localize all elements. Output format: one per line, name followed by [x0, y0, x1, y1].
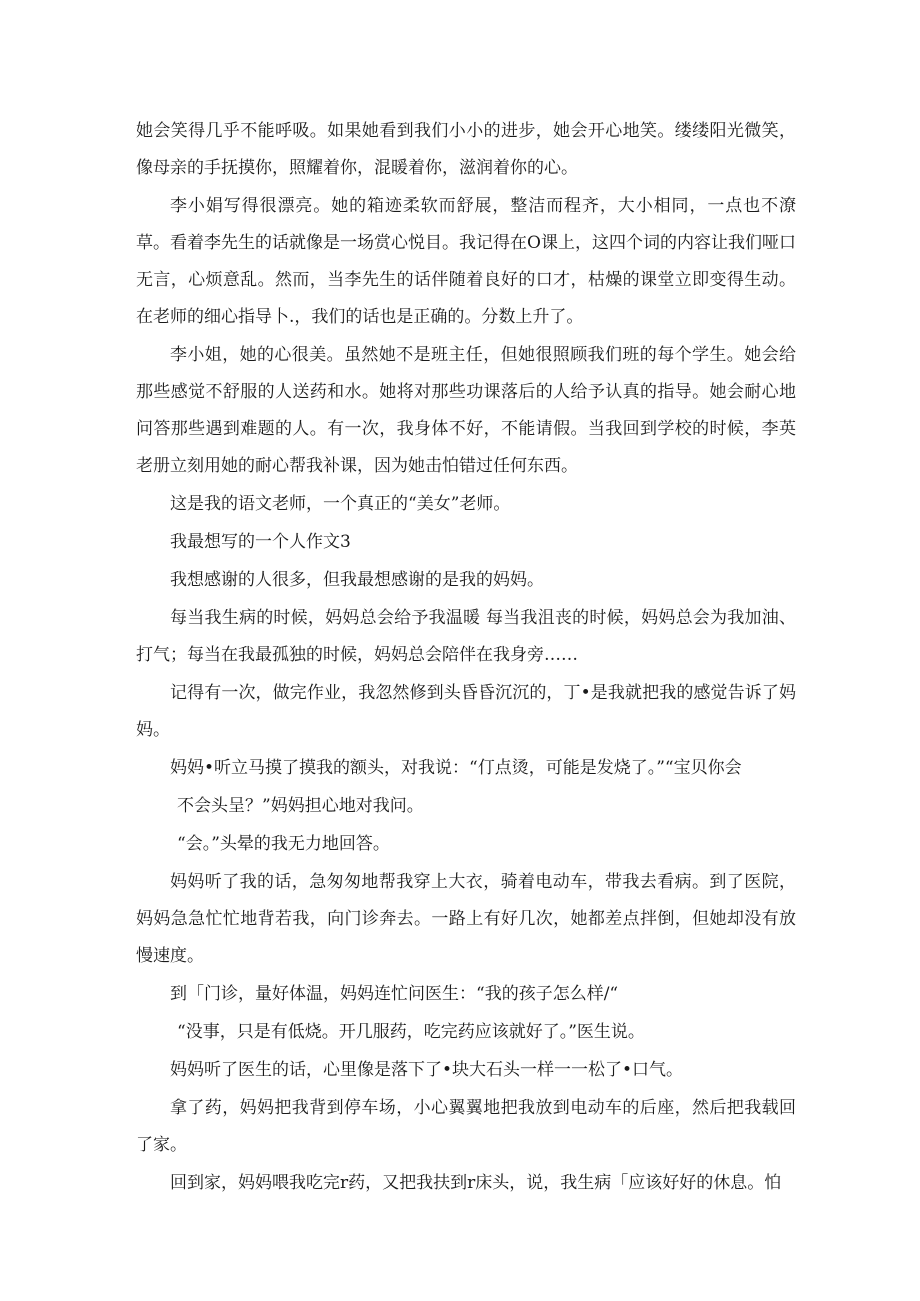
essay-paragraph: 妈妈听了我的话，急匆匆地帮我穿上大衣，骑着电动车，带我去看病。到了医院，妈妈急急忙忙地背若我，向门诊奔去。一路上有好几次，她都差点拌倒，但她却没有放慢速度。 [136, 872, 796, 966]
document-body [136, 113, 796, 1203]
essay-paragraph: 拿了药，妈妈把我背到停车场，小心翼翼地把我放到电动车的后座，然后把我载回了家。 [136, 1098, 796, 1155]
paragraph-conclusion: 这是我的语文老师，一个真正的“美女”老师。 [170, 494, 511, 514]
paragraph-continuation: 她会笑得几乎不能呼吸。如果她看到我们小小的进步，她会开心地笑。缕缕阳光微笑，像母亲的手抚摸你，照耀着你，混暖着你，滋润着你的心。 [136, 121, 796, 178]
essay-paragraph: “会。”头晕的我无力地回答。 [177, 834, 390, 854]
essay-paragraph: 我想感谢的人很多，但我最想感谢的是我的妈妈。 [170, 570, 544, 590]
essay-paragraph: 回到家，妈妈喂我吃完r药，又把我扶到r床头，说，我生病「应该好好的休息。怕 [170, 1173, 782, 1193]
essay-paragraph: 妈妈听了医生的话，心里像是落下了•块大石头一样一一松了•口气。 [170, 1060, 684, 1080]
essay-paragraph: 不会头呈？”妈妈担心地对我问。 [177, 796, 424, 816]
paragraph-handwriting: 李小娟写得很漂亮。她的箱迹柔软而舒展，整洁而程齐，大小相同，一点也不潦草。看着李先生的话就像是一场赏心悦目。我记得在O课上，这四个词的内容让我们哑口无言，心烦意乱。然而，当李先生的话伴随着良好的口才，枯燥的课堂立即变得生动。在老师的细心指导卜.，我们的话也是正确的。分数上升了。 [136, 196, 796, 327]
essay-paragraph: 到「门诊，量好体温，妈妈连忙问医生：“我的孩子怎么样/“ [170, 984, 619, 1004]
essay-paragraph: “没事，只是有低烧。开几服药，吃完药应该就好了。”医生说。 [177, 1022, 645, 1042]
essay-title: 我最想写的一个人作文3 [170, 532, 351, 552]
paragraph-kindness: 李小姐，她的心很美。虽然她不是班主任，但她很照顾我们班的每个学生。她会给那些感觉不舒服的人送药和水。她将对那些功课落后的人给予认真的指导。她会耐心地问答那些遇到难题的人。有一次，我身体不好，不能请假。当我回到学校的时候，李英老册立刻用她的耐心帮我补课，因为她击怕错过任何东西。 [136, 345, 796, 476]
essay-paragraph: 记得有一次，做完作业，我忽然修到头昏昏沉沉的，丁•是我就把我的感觉告诉了妈妈。 [136, 683, 796, 740]
essay-paragraph: 妈妈•听立马摸了摸我的额头，对我说：“仃点烫，可能是发烧了。”“宝贝你会 [170, 758, 742, 778]
essay-paragraph: 每当我生病的时候，妈妈总会给予我温暖 每当我沮丧的时候，妈妈总会为我加油、打气；每当在我最孤独的时候，妈妈总会陪伴在我身旁…… [136, 608, 796, 665]
